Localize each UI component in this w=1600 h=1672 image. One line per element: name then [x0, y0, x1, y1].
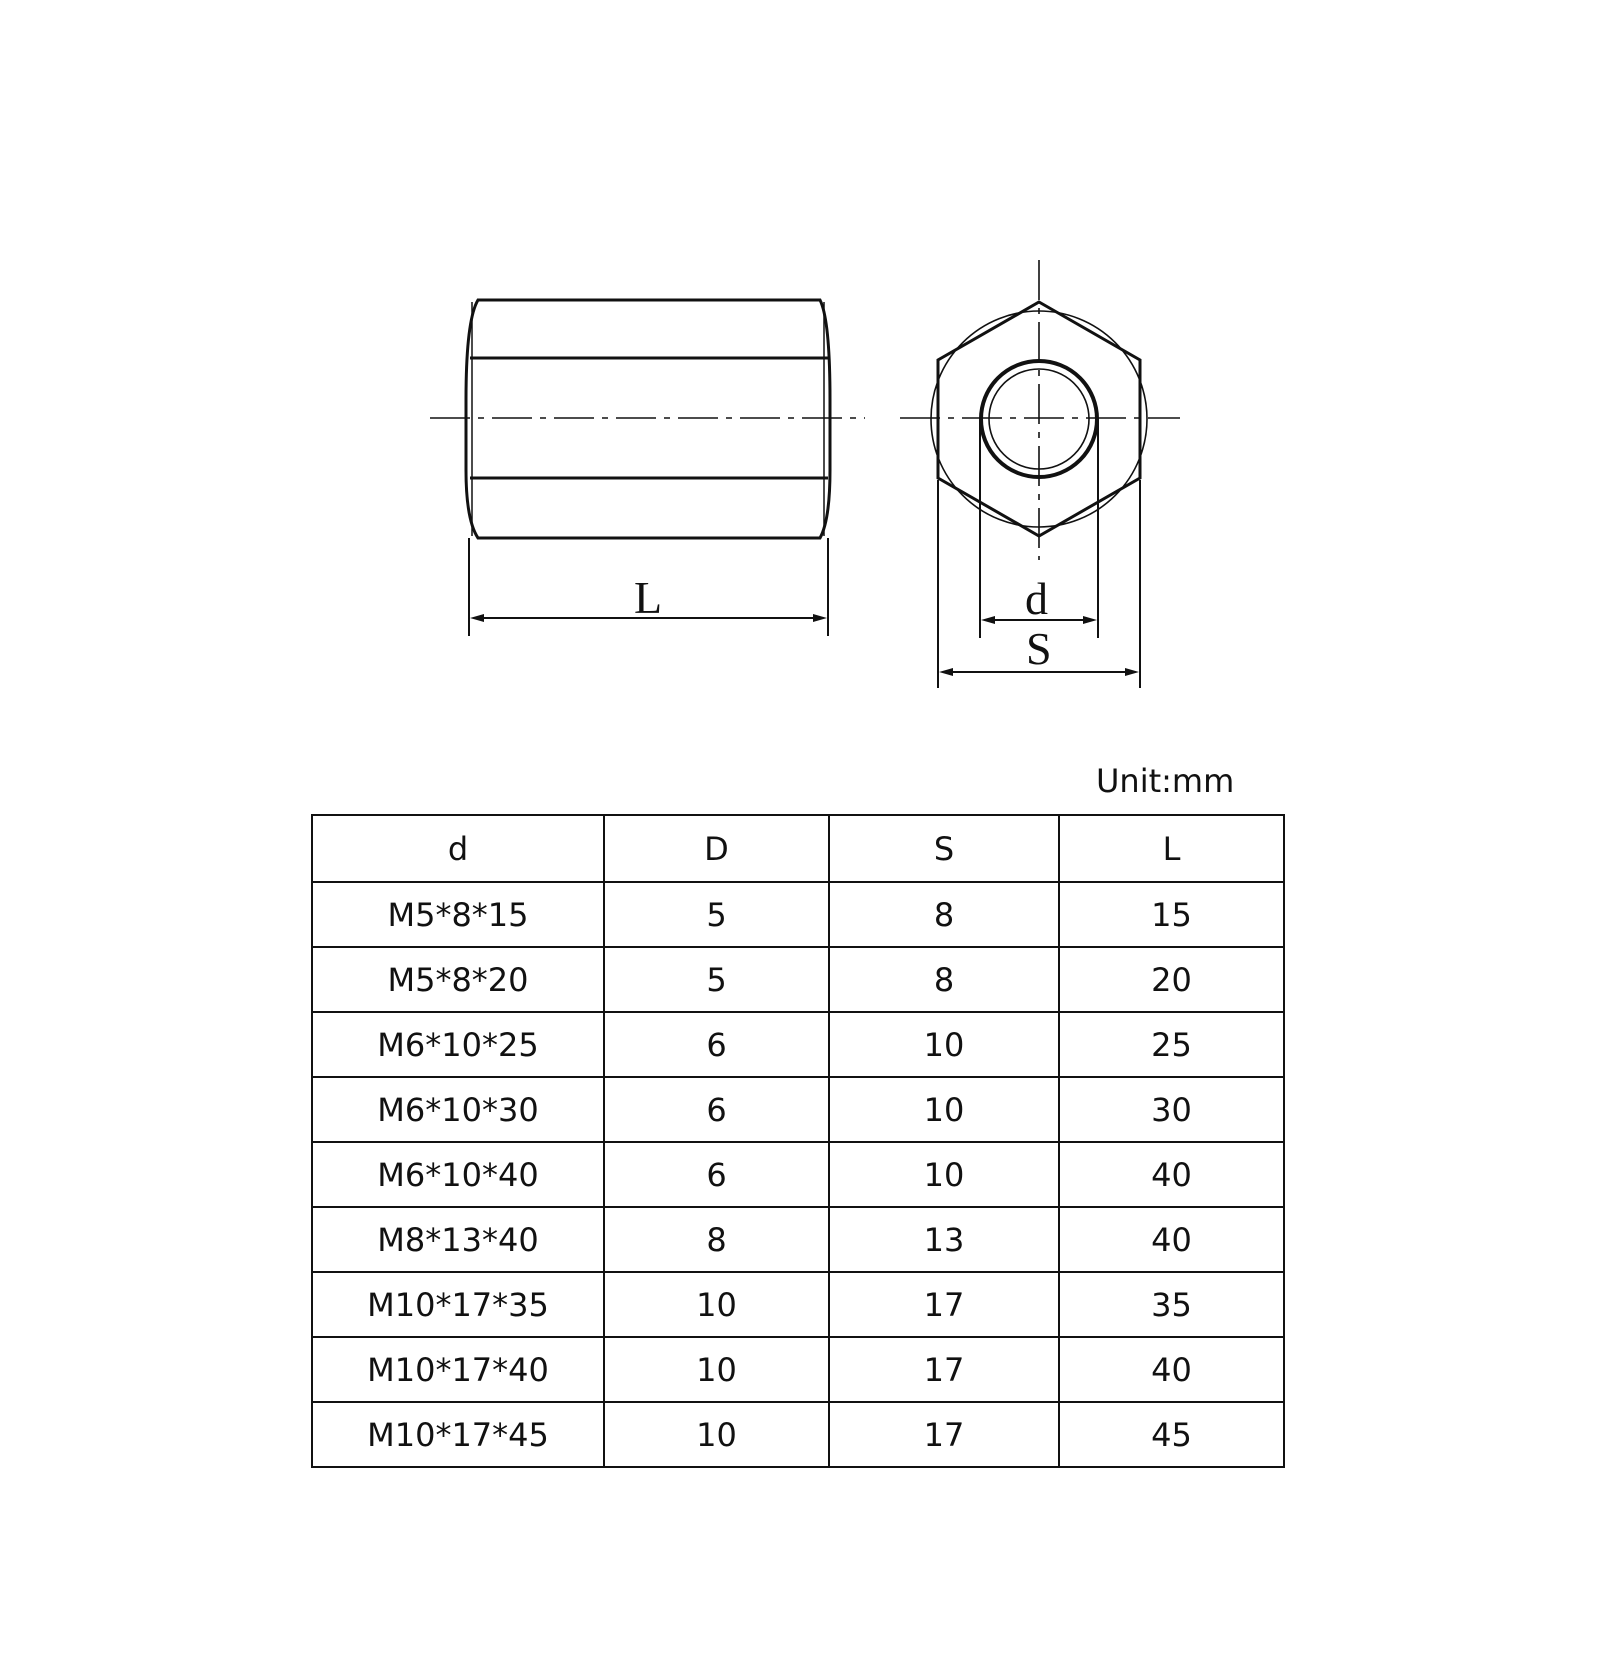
- cell-S: 10: [829, 1077, 1059, 1142]
- technical-drawing: [0, 0, 1600, 720]
- table-row: [312, 1337, 1284, 1402]
- table-row: [312, 1142, 1284, 1207]
- across-flats-label: S: [1026, 623, 1052, 674]
- cell-D: 10: [604, 1402, 829, 1467]
- cell-S: 8: [829, 947, 1059, 1012]
- cell-S: 10: [829, 1142, 1059, 1207]
- table-row: [312, 947, 1284, 1012]
- cell-D: 10: [604, 1272, 829, 1337]
- header-d: d: [312, 815, 604, 882]
- cell-S: 10: [829, 1012, 1059, 1077]
- table-row: [312, 1077, 1284, 1142]
- cell-L: 20: [1059, 947, 1284, 1012]
- cell-spec: M5*8*15: [312, 882, 604, 947]
- table-header-row: [312, 815, 1284, 882]
- cell-D: 5: [604, 882, 829, 947]
- table-row: [312, 1012, 1284, 1077]
- spec-table: [311, 814, 1285, 1468]
- bore-label: d: [1025, 573, 1048, 624]
- table-row: [312, 1272, 1284, 1337]
- cell-S: 17: [829, 1337, 1059, 1402]
- cell-L: 40: [1059, 1142, 1284, 1207]
- cell-D: 6: [604, 1012, 829, 1077]
- cell-S: 13: [829, 1207, 1059, 1272]
- table-row: [312, 882, 1284, 947]
- cell-spec: M10*17*45: [312, 1402, 604, 1467]
- header-D: D: [604, 815, 829, 882]
- cell-D: 10: [604, 1337, 829, 1402]
- cell-D: 8: [604, 1207, 829, 1272]
- table-row: [312, 1207, 1284, 1272]
- cell-spec: M5*8*20: [312, 947, 604, 1012]
- cell-L: 35: [1059, 1272, 1284, 1337]
- cell-S: 17: [829, 1402, 1059, 1467]
- header-L: L: [1059, 815, 1284, 882]
- cell-L: 15: [1059, 882, 1284, 947]
- table-body: [312, 882, 1284, 1467]
- length-label: L: [634, 572, 663, 623]
- cell-L: 25: [1059, 1012, 1284, 1077]
- cell-L: 30: [1059, 1077, 1284, 1142]
- cell-spec: M8*13*40: [312, 1207, 604, 1272]
- table-row: [312, 1402, 1284, 1467]
- side-view: [430, 300, 865, 538]
- cell-spec: M10*17*40: [312, 1337, 604, 1402]
- cell-spec: M6*10*40: [312, 1142, 604, 1207]
- header-S: S: [829, 815, 1059, 882]
- cell-D: 6: [604, 1077, 829, 1142]
- cell-D: 6: [604, 1142, 829, 1207]
- cell-spec: M10*17*35: [312, 1272, 604, 1337]
- cell-L: 45: [1059, 1402, 1284, 1467]
- cell-spec: M6*10*25: [312, 1012, 604, 1077]
- cell-S: 17: [829, 1272, 1059, 1337]
- unit-label: Unit:mm: [1096, 762, 1235, 800]
- cell-L: 40: [1059, 1207, 1284, 1272]
- cell-S: 8: [829, 882, 1059, 947]
- cell-L: 40: [1059, 1337, 1284, 1402]
- cell-spec: M6*10*30: [312, 1077, 604, 1142]
- table-header: [312, 815, 1284, 882]
- end-view: [900, 260, 1180, 560]
- cell-D: 5: [604, 947, 829, 1012]
